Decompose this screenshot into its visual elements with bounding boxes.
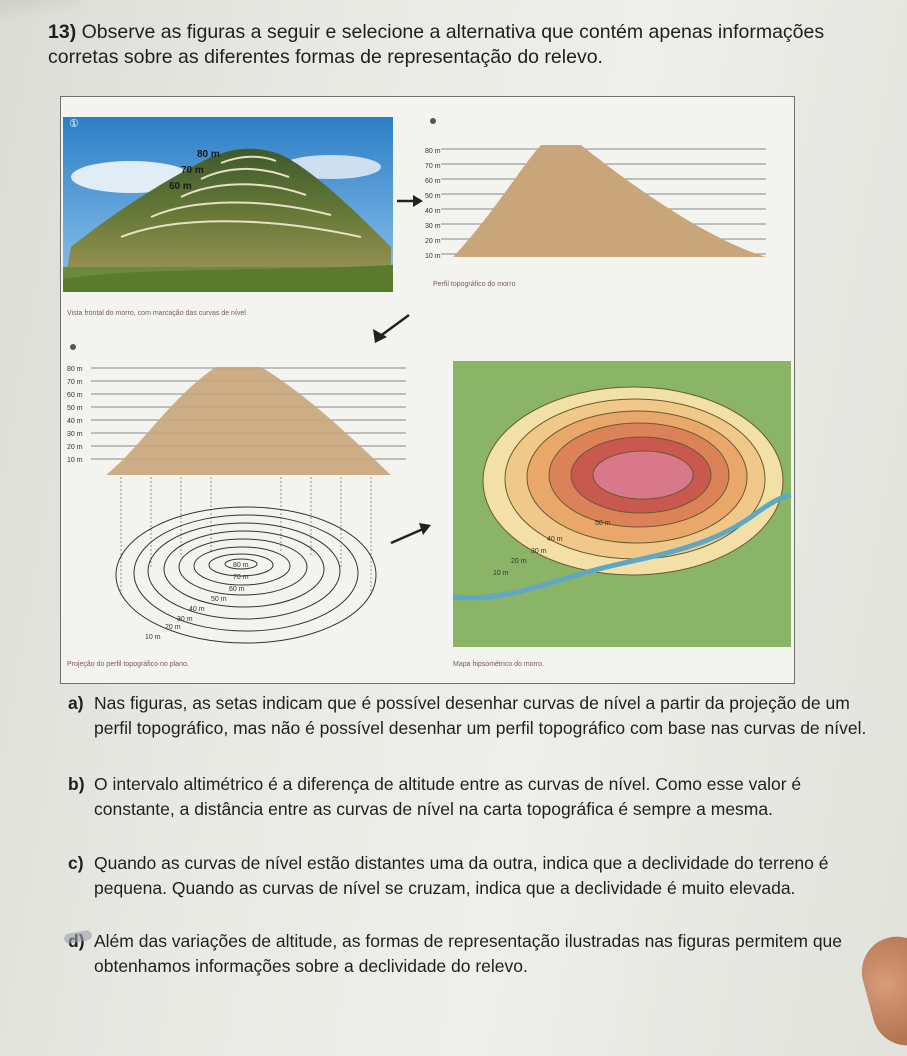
paper-fold — [0, 0, 80, 20]
panel-d-hypsometric-map — [453, 361, 791, 647]
contour-label-60: 60 m — [229, 586, 245, 593]
alternative-c-text: Quando as curvas de nível estão distantes uma da outra, indica que a declividade do terreno é pequena. Quando as curvas de nível se cruzam, indica que a declividade é muito elevada. — [94, 853, 829, 898]
panel-c-level-20: 20 m — [67, 444, 83, 451]
alternative-c[interactable] — [68, 851, 884, 900]
panel-b-level-70: 70 m — [425, 163, 441, 170]
panel-c-level-60: 60 m — [67, 392, 83, 399]
map-label-40: 40 m — [547, 536, 563, 543]
caption-panel-b: Perfil topográfico do morro — [433, 281, 516, 288]
panel-b-level-50: 50 m — [425, 193, 441, 200]
alternative-c-letter: c) — [68, 853, 84, 873]
panel-c-level-40: 40 m — [67, 418, 83, 425]
panel-a-marker: ① — [69, 118, 79, 130]
map-label-30: 30 m — [531, 548, 547, 555]
alternative-d-text: Além das variações de altitude, as formas de representação ilustradas nas figuras permitem que obtenhamos informações sobre a declividade do relevo. — [94, 931, 843, 976]
alternative-b-text: O intervalo altimétrico é a diferença de altitude entre as curvas de nível. Como esse valor é constante, a distância entre as curvas de nível na carta topográfica é sempre a mesma. — [94, 774, 802, 819]
map-label-50: 50 m — [595, 520, 611, 527]
panel-c-level-50: 50 m — [67, 405, 83, 412]
arrow-b-to-c — [373, 315, 409, 343]
panel-a-label-70: 70 m — [181, 165, 204, 176]
caption-panel-a: Vista frontal do morro, com marcação das curvas de nível — [67, 310, 246, 317]
panel-b-level-80: 80 m — [425, 148, 441, 155]
arrow-c-to-d — [391, 523, 431, 543]
panel-a-label-80: 80 m — [197, 149, 220, 160]
question-text — [48, 20, 888, 70]
figure-illustration — [61, 97, 794, 683]
alternative-a[interactable] — [68, 691, 884, 740]
contour-label-80: 80 m — [233, 562, 249, 569]
contour-label-70: 70 m — [233, 574, 249, 581]
panel-c-level-30: 30 m — [67, 431, 83, 438]
panel-b-level-10: 10 m — [425, 253, 441, 260]
map-label-20: 20 m — [511, 558, 527, 565]
map-label-10: 10 m — [493, 570, 509, 577]
panel-c-projection — [67, 344, 406, 643]
panel-c-level-70: 70 m — [67, 379, 83, 386]
question-number: 13) — [48, 21, 77, 43]
caption-panel-d: Mapa hipsométrico do morro. — [453, 661, 545, 668]
panel-b-level-30: 30 m — [425, 223, 441, 230]
alternative-b-letter: b) — [68, 774, 85, 794]
relief-figure — [60, 96, 795, 684]
panel-c-level-10: 10 m — [67, 457, 83, 464]
arrow-a-to-b — [397, 195, 423, 207]
alternative-b[interactable] — [68, 772, 884, 821]
panel-a-photo — [63, 117, 393, 292]
panel-b-level-40: 40 m — [425, 208, 441, 215]
contour-label-30: 30 m — [177, 616, 193, 623]
alternative-d[interactable] — [94, 929, 884, 978]
panel-b-level-60: 60 m — [425, 178, 441, 185]
question-statement: Observe as figuras a seguir e selecione a alternativa que contém apenas informações corretas sobre as diferentes formas de representação do relevo. — [48, 21, 825, 68]
contour-label-50: 50 m — [211, 596, 227, 603]
contour-label-10: 10 m — [145, 634, 161, 641]
panel-c-level-80: 80 m — [67, 366, 83, 373]
contour-label-40: 40 m — [189, 606, 205, 613]
panel-b-profile — [425, 118, 766, 260]
panel-b-level-20: 20 m — [425, 238, 441, 245]
panel-a-label-60: 60 m — [169, 181, 192, 192]
caption-panel-c: Projeção do perfil topográfico no plano. — [67, 661, 189, 668]
contour-label-20: 20 m — [165, 624, 181, 631]
alternative-a-letter: a) — [68, 693, 84, 713]
alternative-a-text: Nas figuras, as setas indicam que é possível desenhar curvas de nível a partir da projeção de um perfil topográfico, mas não é possível desenhar um perfil topográfico com base nas curvas de nível. — [94, 693, 867, 738]
